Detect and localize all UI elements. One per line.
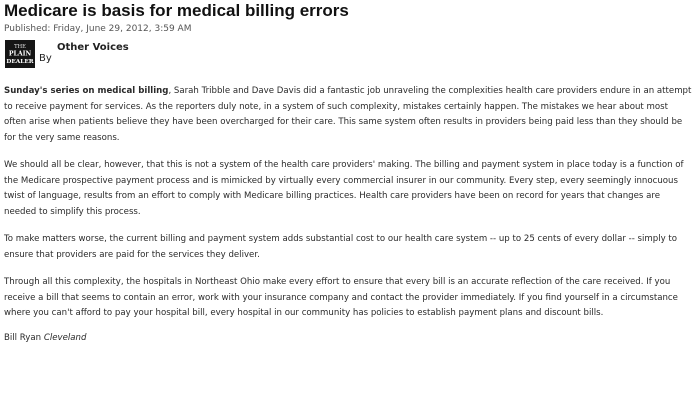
author-link[interactable]: Other Voices <box>57 42 129 53</box>
plain-dealer-logo <box>5 40 35 68</box>
series-link[interactable]: Sunday's series on medical billing <box>4 86 169 96</box>
svg-text:DEALER: DEALER <box>6 59 34 65</box>
paragraph: Through all this complexity, the hospitals in Northeast Ohio make every effort to ensure that every bill is an accurate reflection of the care received. If you receive a bill that seems to contain an error, work with your insurance company and contact the provider immediately. If you find yourself in a circumstance where you can't afford to pay your hospital bill, every hospital in our community has policies to establish payment plans and discount bills. <box>4 277 678 318</box>
article-headline: Medicare is basis for medical billing errors <box>4 1 349 20</box>
byline <box>4 40 694 80</box>
article-body <box>4 84 694 343</box>
article <box>4 0 694 343</box>
paragraph-text: , Sarah Tribble and Dave Davis did a fantastic job unraveling the complexities health care providers endure in an attempt to receive payment for services. As the reporters duly note, in a system of such complexity, mistakes certainly happen. The mistakes we hear about most often arise when patients believe they have been overcharged for their care. This same system often results in providers being paid less than they should be for the very same reasons. <box>4 86 692 143</box>
signature <box>4 333 694 343</box>
paragraph: We should all be clear, however, that this is not a system of the health care providers' making. The billing and payment system in place today is a function of the Medicare prospective payment process and is mimicked by virtually every commercial insurer in our community. Every step, every seemingly innocuous twist of language, results from an effort to comply with Medicare billing practices. Health care providers have been on record for years that changes are needed to simplify this process. <box>4 160 684 217</box>
signature-city: Cleveland <box>43 332 87 343</box>
svg-text:PLAIN: PLAIN <box>8 50 32 58</box>
published-date: Published: Friday, June 29, 2012, 3:59 AM <box>4 24 192 34</box>
by-label: By <box>39 53 52 64</box>
paragraph: To make matters worse, the current billing and payment system adds substantial cost to our health care system -- up to 25 cents of every dollar -- simply to ensure that providers are paid for the services they deliver. <box>4 234 678 260</box>
svg-text:THE: THE <box>14 44 26 50</box>
signature-name: Bill Ryan <box>4 332 42 343</box>
paragraph <box>4 84 694 146</box>
